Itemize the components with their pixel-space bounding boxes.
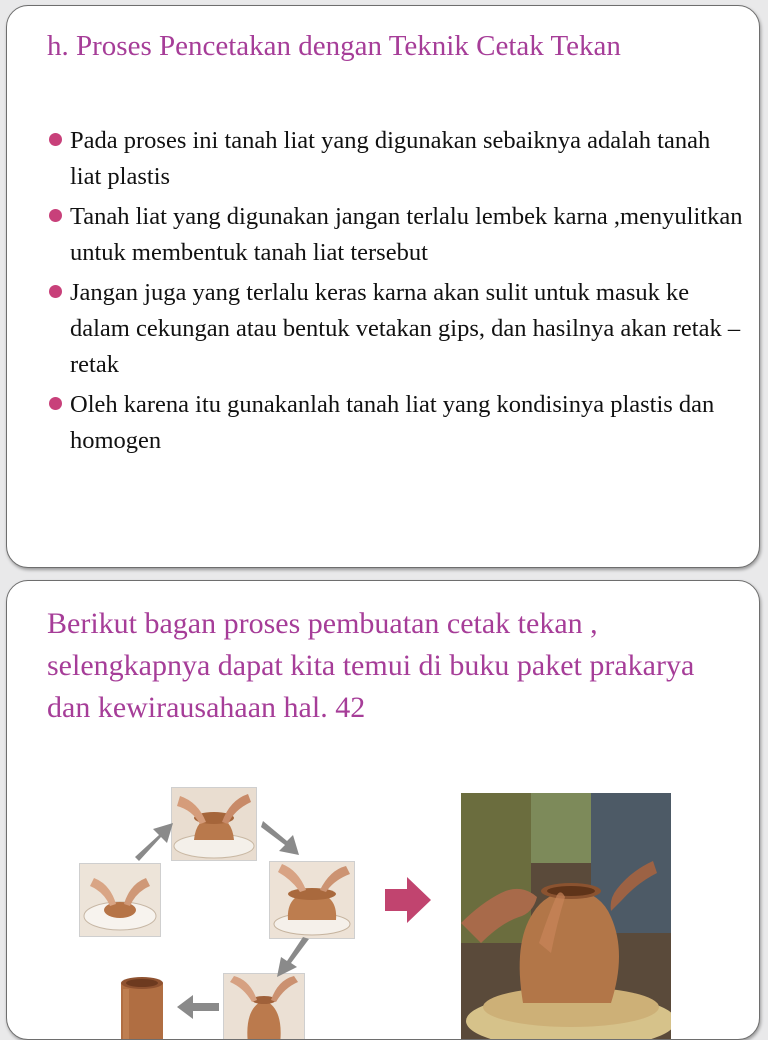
bullet-item <box>47 387 747 459</box>
bullet-icon <box>49 397 62 410</box>
pottery-wheel-photo <box>79 863 161 937</box>
bullet-item <box>47 275 747 383</box>
bullet-item <box>47 199 747 271</box>
flow-arrow-icon <box>175 995 221 1019</box>
clay-cylinder-photo <box>111 975 173 1040</box>
bullet-text: Jangan juga yang terlalu keras karna akan sulit untuk masuk ke dalam cekungan atau bentuk vetakan gips, dan hasilnya akan retak – retak <box>70 279 741 378</box>
flow-arrow-icon <box>275 937 315 981</box>
flow-arrow-icon <box>129 819 177 861</box>
bullet-item <box>47 123 747 195</box>
bullet-text: Pada proses ini tanah liat yang digunakan sebaiknya adalah tanah liat plastis <box>70 127 711 190</box>
clay-vessel-photo <box>223 973 305 1040</box>
slide-2-title: Berikut bagan proses pembuatan cetak tekan , selengkapnya dapat kita temui di buku paket prakarya dan kewirausahaan hal. 42 <box>47 607 695 724</box>
slide-1-title: h. Proses Pencetakan dengan Teknik Cetak Tekan <box>47 30 621 62</box>
bullet-list <box>47 123 747 463</box>
potter-at-wheel-photo <box>461 793 671 1040</box>
bullet-icon <box>49 285 62 298</box>
hands-shaping-clay-photo <box>171 787 257 861</box>
bullet-icon <box>49 209 62 222</box>
flow-arrow-icon <box>259 813 307 857</box>
slide-1 <box>6 5 760 568</box>
clay-bowl-photo <box>269 861 355 939</box>
slide-2 <box>6 580 760 1040</box>
bullet-icon <box>49 133 62 146</box>
bullet-text: Tanah liat yang digunakan jangan terlalu lembek karna ,menyulitkan untuk membentuk tanah liat tersebut <box>70 203 743 266</box>
right-arrow-icon <box>383 875 433 925</box>
bullet-text: Oleh karena itu gunakanlah tanah liat yang kondisinya plastis dan homogen <box>70 391 715 454</box>
